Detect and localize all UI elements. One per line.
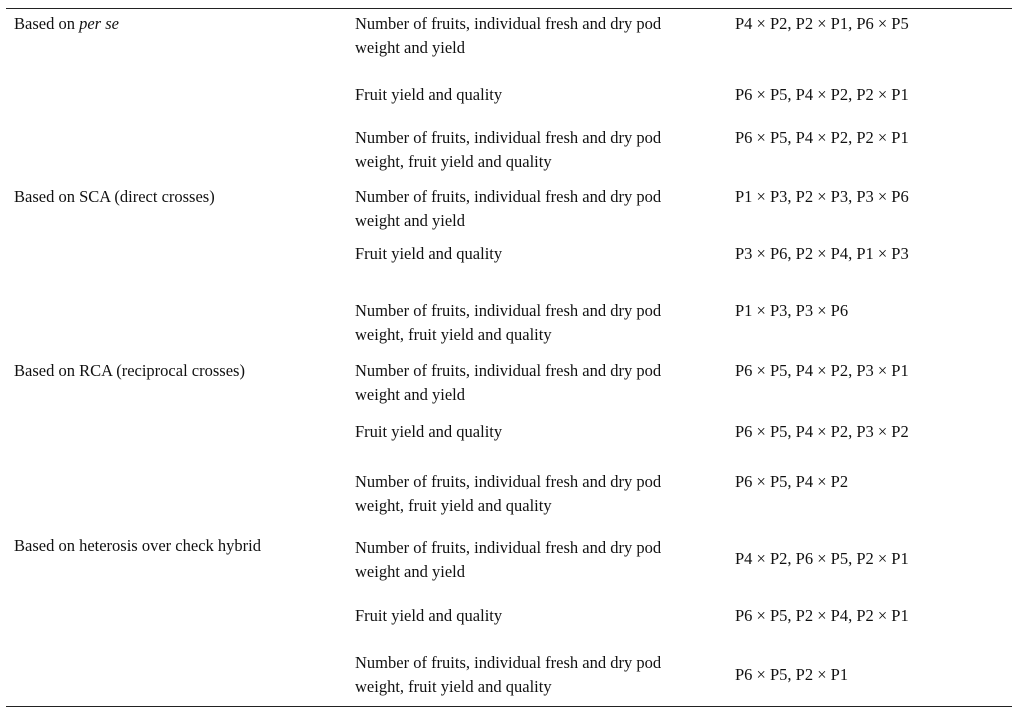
criteria-cell: Number of fruits, individual fresh and dry pod weight, fruit yield and quality [355, 128, 662, 171]
criteria-cell: Fruit yield and quality [355, 606, 503, 625]
criteria-cell: Number of fruits, individual fresh and dry pod weight, fruit yield and quality [355, 472, 662, 515]
crosses-cell: P6 × P5, P4 × P2, P3 × P1 [735, 361, 909, 380]
crosses-cell: P4 × P2, P2 × P1, P6 × P5 [735, 14, 909, 33]
crosses-cell: P6 × P5, P2 × P4, P2 × P1 [735, 606, 909, 625]
crosses-cell: P6 × P5, P4 × P2, P2 × P1 [735, 128, 909, 147]
category-label-sca: Based on SCA (direct crosses) [14, 187, 215, 206]
crosses-cell: P4 × P2, P6 × P5, P2 × P1 [735, 549, 909, 568]
crosses-cell: P1 × P3, P2 × P3, P3 × P6 [735, 187, 909, 206]
criteria-cell: Number of fruits, individual fresh and dry pod weight, fruit yield and quality [355, 653, 662, 696]
crosses-cell: P6 × P5, P4 × P2, P2 × P1 [735, 85, 909, 104]
category-label-per-se: Based on per se [14, 14, 119, 33]
category-label-rca: Based on RCA (reciprocal crosses) [14, 361, 245, 380]
category-label-heterosis: Based on heterosis over check hybrid [14, 536, 261, 555]
criteria-cell: Fruit yield and quality [355, 85, 503, 104]
crosses-cell: P6 × P5, P4 × P2 [735, 472, 849, 491]
crosses-cell: P6 × P5, P4 × P2, P3 × P2 [735, 422, 909, 441]
criteria-cell: Fruit yield and quality [355, 244, 503, 263]
table-top-rule [6, 8, 1012, 9]
crosses-cell: P6 × P5, P2 × P1 [735, 665, 849, 684]
criteria-cell: Number of fruits, individual fresh and dry pod weight and yield [355, 361, 662, 404]
criteria-cell: Number of fruits, individual fresh and dry pod weight and yield [355, 14, 662, 57]
criteria-cell: Fruit yield and quality [355, 422, 503, 441]
crosses-cell: P1 × P3, P3 × P6 [735, 301, 849, 320]
crosses-cell: P3 × P6, P2 × P4, P1 × P3 [735, 244, 909, 263]
criteria-cell: Number of fruits, individual fresh and dry pod weight and yield [355, 187, 662, 230]
criteria-cell: Number of fruits, individual fresh and dry pod weight and yield [355, 538, 662, 581]
table-bottom-rule [6, 706, 1012, 707]
criteria-cell: Number of fruits, individual fresh and dry pod weight, fruit yield and quality [355, 301, 662, 344]
